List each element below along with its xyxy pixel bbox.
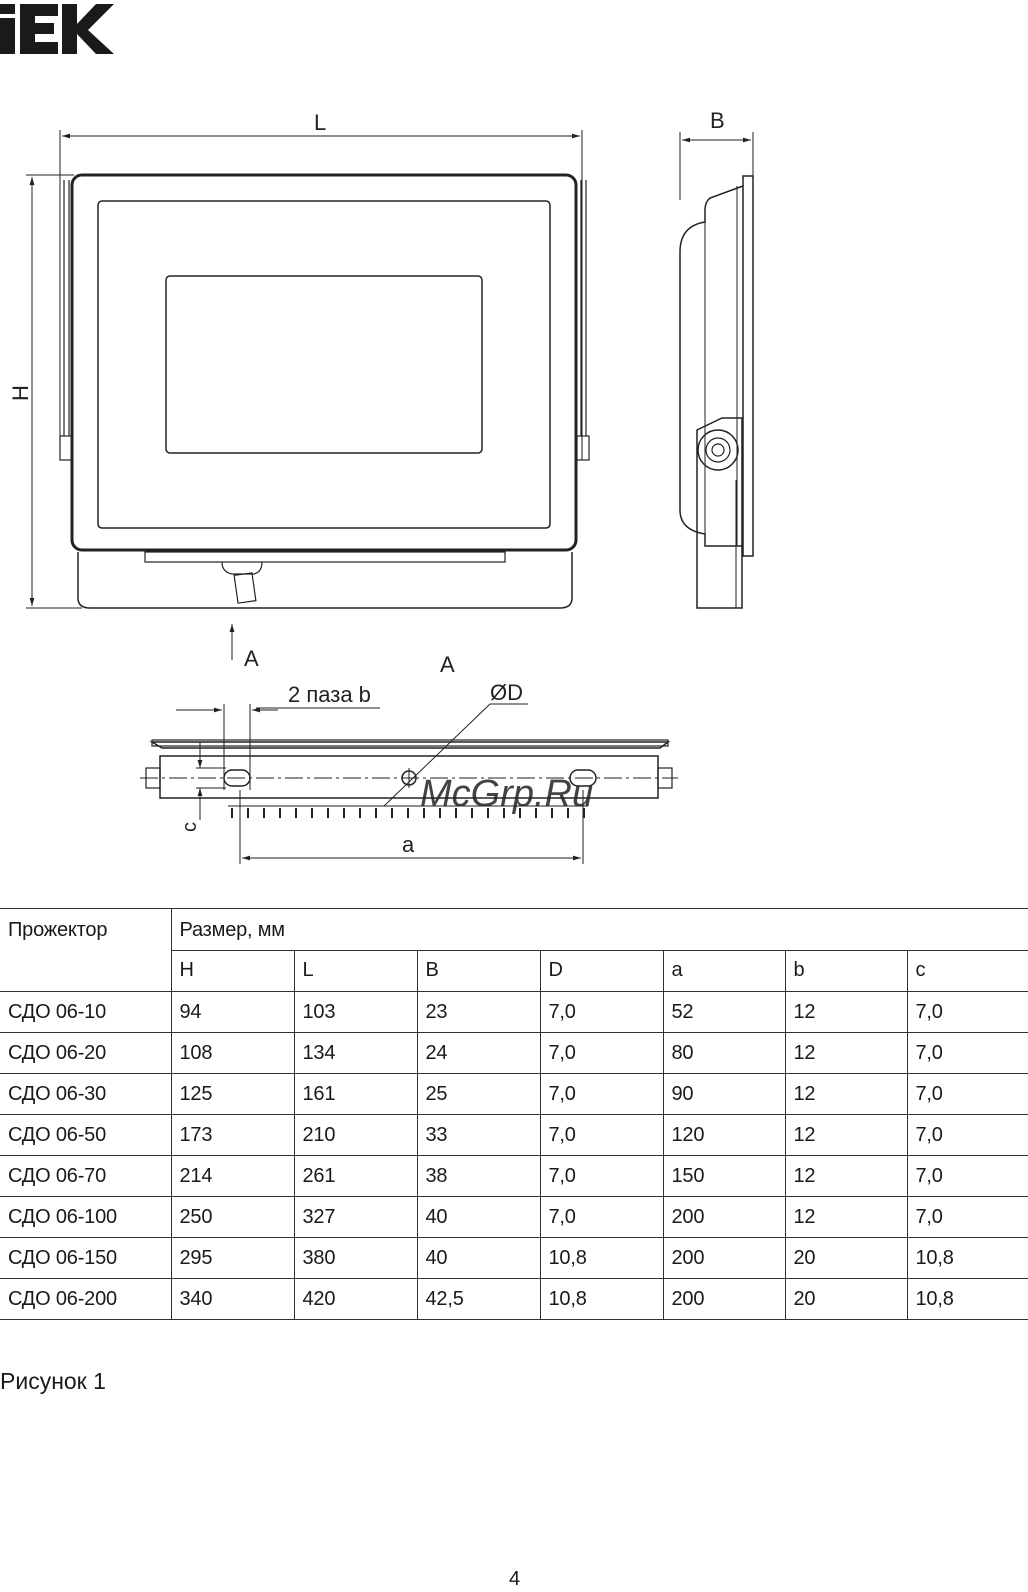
cell-D: 10,8: [540, 1238, 663, 1279]
cell-b: 12: [785, 992, 907, 1033]
table-row: [0, 1238, 1028, 1279]
cell-H: 94: [171, 992, 294, 1033]
cell-B: 24: [417, 1033, 540, 1074]
dimension-L-label: L: [314, 110, 327, 135]
cell-a: 200: [663, 1238, 785, 1279]
cell-c: 10,8: [907, 1238, 1028, 1279]
cell-model: СДО 06-10: [0, 992, 171, 1033]
header-dim-D: D: [540, 950, 663, 992]
front-view: [26, 130, 589, 608]
cell-c: 7,0: [907, 992, 1028, 1033]
cell-c: 7,0: [907, 1197, 1028, 1238]
cell-H: 214: [171, 1156, 294, 1197]
dimensions-table: [0, 908, 1028, 1320]
header-dim-a: a: [663, 950, 785, 992]
cell-L: 134: [294, 1033, 417, 1074]
side-view: [680, 132, 753, 608]
cell-L: 420: [294, 1279, 417, 1320]
cell-B: 40: [417, 1197, 540, 1238]
header-dim-B: B: [417, 950, 540, 992]
table-row: [0, 1279, 1028, 1320]
cell-a: 120: [663, 1115, 785, 1156]
cell-model: СДО 06-20: [0, 1033, 171, 1074]
cell-B: 23: [417, 992, 540, 1033]
header-dim-c: c: [907, 950, 1028, 992]
cell-c: 7,0: [907, 1115, 1028, 1156]
table-row: [0, 1156, 1028, 1197]
cell-L: 103: [294, 992, 417, 1033]
dimension-c-label: c: [179, 822, 201, 832]
cell-b: 12: [785, 1115, 907, 1156]
table-body: [0, 992, 1028, 1320]
header-dim-b: b: [785, 950, 907, 992]
cell-b: 12: [785, 1074, 907, 1115]
cell-B: 33: [417, 1115, 540, 1156]
cell-c: 7,0: [907, 1156, 1028, 1197]
table-row: [0, 1074, 1028, 1115]
cell-b: 12: [785, 1156, 907, 1197]
cell-model: СДО 06-70: [0, 1156, 171, 1197]
cell-D: 7,0: [540, 1074, 663, 1115]
cell-model: СДО 06-100: [0, 1197, 171, 1238]
cell-H: 125: [171, 1074, 294, 1115]
cell-a: 80: [663, 1033, 785, 1074]
cell-B: 38: [417, 1156, 540, 1197]
cell-model: СДО 06-200: [0, 1279, 171, 1320]
dimension-B-label: B: [710, 108, 725, 133]
cell-model: СДО 06-150: [0, 1238, 171, 1279]
slots-label: 2 паза b: [288, 682, 371, 707]
cell-H: 250: [171, 1197, 294, 1238]
cell-a: 90: [663, 1074, 785, 1115]
cell-H: 173: [171, 1115, 294, 1156]
view-A-title: A: [440, 652, 455, 677]
table-header-row: [0, 909, 1028, 951]
table-row: [0, 992, 1028, 1033]
dimension-a-label: a: [402, 832, 415, 857]
cell-b: 20: [785, 1238, 907, 1279]
cell-c: 7,0: [907, 1074, 1028, 1115]
cell-D: 7,0: [540, 1115, 663, 1156]
header-dim-L: L: [294, 950, 417, 992]
cell-B: 42,5: [417, 1279, 540, 1320]
cell-model: СДО 06-30: [0, 1074, 171, 1115]
cell-D: 7,0: [540, 1033, 663, 1074]
table-row: [0, 1033, 1028, 1074]
table-row: [0, 1115, 1028, 1156]
cell-a: 52: [663, 992, 785, 1033]
cell-c: 10,8: [907, 1279, 1028, 1320]
cell-L: 380: [294, 1238, 417, 1279]
cell-L: 161: [294, 1074, 417, 1115]
cell-b: 12: [785, 1033, 907, 1074]
cell-b: 12: [785, 1197, 907, 1238]
cell-c: 7,0: [907, 1033, 1028, 1074]
cell-a: 200: [663, 1279, 785, 1320]
cell-L: 327: [294, 1197, 417, 1238]
cell-D: 7,0: [540, 1197, 663, 1238]
watermark-text: McGrp.Ru: [420, 773, 594, 815]
header-size: Размер, мм: [171, 909, 1028, 951]
cell-a: 150: [663, 1156, 785, 1197]
cell-B: 40: [417, 1238, 540, 1279]
cell-b: 20: [785, 1279, 907, 1320]
dimension-H-label: H: [8, 385, 33, 401]
dimension-D-label: ØD: [490, 680, 523, 705]
cell-L: 261: [294, 1156, 417, 1197]
table-row: [0, 1197, 1028, 1238]
cell-a: 200: [663, 1197, 785, 1238]
cell-H: 340: [171, 1279, 294, 1320]
cell-H: 295: [171, 1238, 294, 1279]
cell-B: 25: [417, 1074, 540, 1115]
header-model: Прожектор: [0, 909, 171, 992]
header-dim-H: H: [171, 950, 294, 992]
cell-model: СДО 06-50: [0, 1115, 171, 1156]
figure-caption: Рисунок 1: [0, 1368, 106, 1394]
cell-D: 7,0: [540, 992, 663, 1033]
cell-H: 108: [171, 1033, 294, 1074]
page-number: 4: [509, 1568, 521, 1590]
cell-D: 10,8: [540, 1279, 663, 1320]
cell-D: 7,0: [540, 1156, 663, 1197]
view-arrow-label: A: [244, 646, 259, 671]
cell-L: 210: [294, 1115, 417, 1156]
